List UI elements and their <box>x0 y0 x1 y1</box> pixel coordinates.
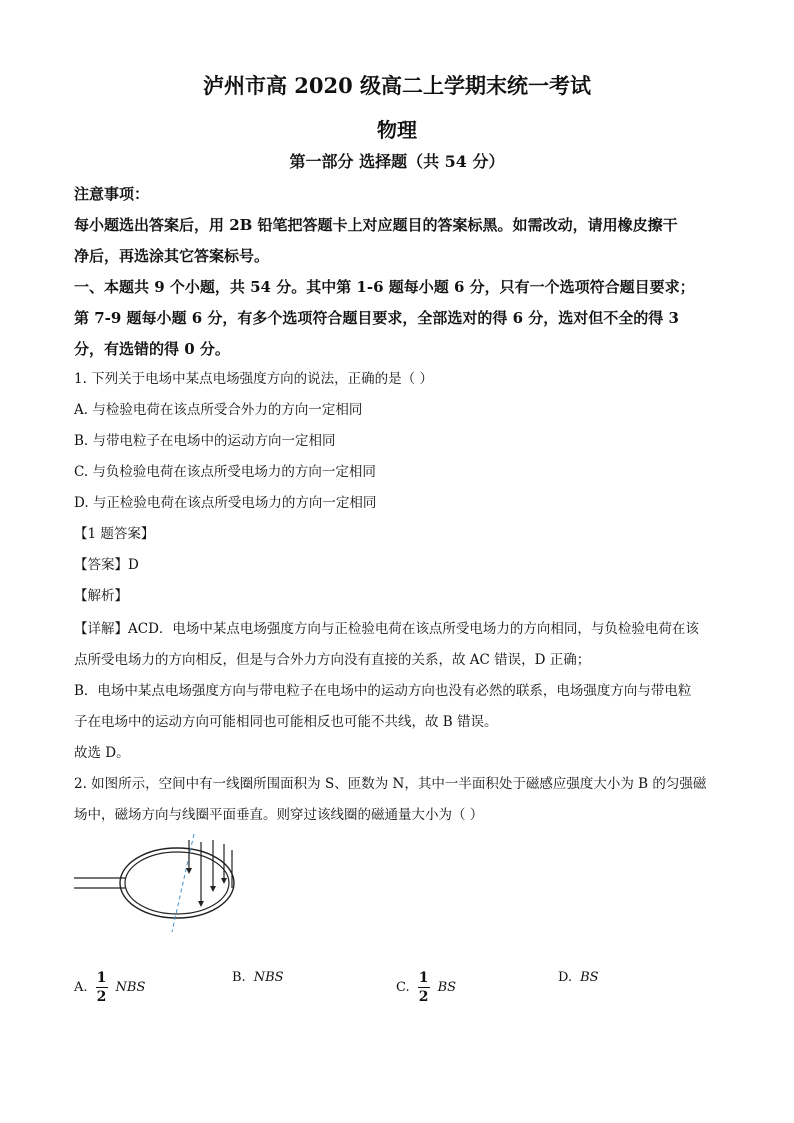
q1-option-a: A. 与检验电荷在该点所受合外力的方向一定相同 <box>74 402 363 418</box>
q1-conclusion: 故选 D。 <box>74 745 130 761</box>
half-fraction: $\frac{1}{2}$ <box>418 970 429 1006</box>
notes-line-4: 第 7-9 题每小题 6 分，有多个选项符合题目要求，全部选对的得 6 分，选对但不全的得 3 <box>74 309 679 327</box>
notes-line-5: 分，有选错的得 0 分。 <box>74 340 230 358</box>
q2-option-c-expr: BS <box>437 980 457 996</box>
q2-stem-2: 场中，磁场方向与线圈平面垂直。则穿过该线圈的磁通量大小为（ ） <box>74 807 484 823</box>
q2-option-d-label: D. <box>558 970 573 985</box>
q2-option-a <box>74 970 145 1005</box>
q2-option-d-expr: BS <box>580 970 599 985</box>
q1-detail-4: 子在电场中的运动方向可能相同也可能相反也可能不共线，故 B 错误。 <box>74 714 498 730</box>
q2-stem-1: 2. 如图所示，空间中有一线圈所围面积为 S、匝数为 N，其中一半面积处于磁感应强度大小为 B 的匀强磁 <box>74 776 707 792</box>
q2-option-c-label: C. <box>396 980 410 996</box>
section-title: 第一部分 选择题（共 54 分） <box>289 152 505 171</box>
q1-stem: 1. 下列关于电场中某点电场强度方向的说法，正确的是（ ） <box>74 371 433 387</box>
q1-analysis-tag: 【解析】 <box>74 588 128 604</box>
q2-option-a-expr: NBS <box>115 980 146 996</box>
notes-line-1: 每小题选出答案后，用 2B 铅笔把答题卡上对应题目的答案标黑。如需改动，请用橡皮擦干 <box>74 216 678 234</box>
half-fraction: $\frac{1}{2}$ <box>96 970 107 1006</box>
q2-option-a-label: A. <box>74 980 88 996</box>
q1-option-c: C. 与负检验电荷在该点所受电场力的方向一定相同 <box>74 464 376 480</box>
q1-option-b: B. 与带电粒子在电场中的运动方向一定相同 <box>74 433 336 449</box>
notes-line-3: 一、本题共 9 个小题，共 54 分。其中第 1-6 题每小题 6 分，只有一个选项符合题目要求； <box>74 278 695 296</box>
q1-detail-2: 点所受电场力的方向相反，但是与合外力方向没有直接的关系，故 AC 错误，D 正确； <box>74 652 591 668</box>
subject-title: 物理 <box>377 118 417 142</box>
q1-answer: 【答案】D <box>74 557 139 573</box>
coil-magnetic-field-figure <box>74 832 244 932</box>
q2-option-b-expr: NBS <box>253 970 284 985</box>
q1-option-d: D. 与正检验电荷在该点所受电场力的方向一定相同 <box>74 495 377 511</box>
q1-detail-3: B．电场中某点电场强度方向与带电粒子在电场中的运动方向也没有必然的联系，电场强度方向与带电粒 <box>74 683 692 699</box>
q1-answer-tag: 【1 题答案】 <box>74 526 155 542</box>
q2-option-c <box>396 970 456 1005</box>
exam-title: 泸州市高 2020 级高二上学期末统一考试 <box>202 73 592 98</box>
notes-line-2: 净后，再选涂其它答案标号。 <box>74 247 270 265</box>
q2-option-b-label: B. <box>232 970 246 985</box>
q2-option-d <box>558 970 599 985</box>
q1-detail-1: 【详解】ACD．电场中某点电场强度方向与正检验电荷在该点所受电场力的方向相同，与负检验电荷在该 <box>74 621 699 637</box>
q2-option-b <box>232 970 284 985</box>
notes-heading: 注意事项： <box>74 185 150 203</box>
